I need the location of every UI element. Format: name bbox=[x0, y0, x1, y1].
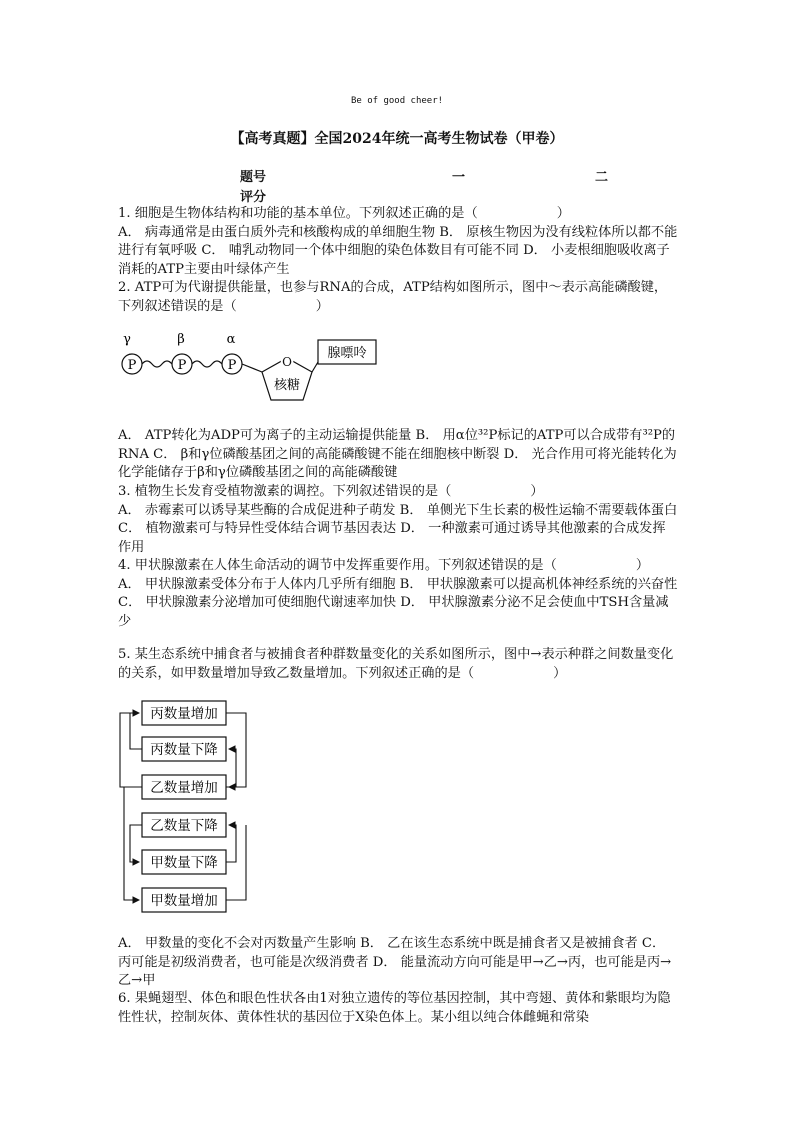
question-1-options: A． 病毒通常是由蛋白质外壳和核酸构成的单细胞生物 B． 原核生物因为没有线粒体所以都不能进行有氧呼吸 C． 哺乳动物同一个体中细胞的染色体数目有可能不同 D． 小麦根细胞吸收离子消耗的ATP主要由叶绿体产生 bbox=[118, 224, 678, 277]
oxygen-label: O bbox=[282, 355, 292, 369]
question-1 bbox=[118, 205, 678, 279]
score-col-two: 二 bbox=[595, 170, 609, 185]
beta-label: β bbox=[177, 332, 185, 347]
arrow-b-up-to-a-up bbox=[124, 787, 142, 900]
gamma-label: γ bbox=[123, 332, 131, 347]
ester-bond bbox=[242, 364, 262, 372]
question-4-stem: 4. 甲状腺激素在人体生命活动的调节中发挥重要作用。下列叙述错误的是（ ） bbox=[118, 558, 650, 573]
adenine-label: 腺嘌呤 bbox=[327, 346, 367, 361]
arrow-c-down-to-c-up bbox=[130, 713, 142, 749]
box-label: 丙数量下降 bbox=[150, 742, 218, 758]
question-5-options: A． 甲数量的变化不会对丙数量产生影响 B． 乙在该生态系统中既是捕食者又是被捕食者 C． 丙可能是初级消费者，也可能是次级消费者 D． 能量流动方向可能是甲→乙→丙，也可能是丙→乙→甲 bbox=[118, 936, 672, 988]
question-1-stem: 1. 细胞是生物体结构和功能的基本单位。下列叙述正确的是（ ） bbox=[118, 206, 570, 221]
phosphate-label: P bbox=[227, 358, 237, 373]
question-3-stem: 3. 植物生长发育受植物激素的调控。下列叙述错误的是（ ） bbox=[118, 484, 544, 499]
question-4-options: A． 甲状腺激素受体分布于人体内几乎所有细胞 B． 甲状腺激素可以提高机体神经系统的兴奋性 C． 甲状腺激素分泌增加可使细胞代谢速率加快 D． 甲状腺激素分泌不足会使血中TSH含量减少 bbox=[118, 576, 678, 629]
question-5-options-block bbox=[118, 935, 678, 991]
question-5-stem: 5. 某生态系统中捕食者与被捕食者种群数量变化的关系如图所示，图中→表示种群之间数量变化的关系，如甲数量增加导致乙数量增加。下列叙述正确的是（ ） bbox=[118, 647, 674, 681]
arrow-a-down-to-b-down bbox=[226, 825, 236, 862]
alpha-label: α bbox=[226, 332, 236, 347]
question-4 bbox=[118, 557, 678, 631]
question-5 bbox=[118, 646, 678, 683]
population-relation-figure bbox=[110, 695, 260, 920]
score-label-grade: 评分 bbox=[240, 190, 267, 205]
box-label: 乙数量增加 bbox=[150, 780, 218, 796]
question-3-options: A． 赤霉素可以诱导某些酶的合成促进种子萌发 B． 单侧光下生长素的极性运输不需要载体蛋白 C． 植物激素可与特异性受体结合调节基因表达 D． 一种激素可通过诱导其他激素的合成发挥作用 bbox=[118, 502, 678, 555]
score-col-one: 一 bbox=[452, 170, 466, 185]
arrow-b-up-left-line bbox=[120, 713, 142, 787]
box-label: 甲数量下降 bbox=[150, 855, 218, 871]
header-note: Be of good cheer! bbox=[350, 96, 444, 106]
question-2 bbox=[118, 279, 678, 316]
phosphate-label: P bbox=[177, 358, 187, 373]
page-title: 【高考真题】全国2024年统一高考生物试卷（甲卷） bbox=[230, 131, 564, 147]
arrow-b-down-to-a-down bbox=[130, 825, 142, 862]
question-2-options: A． ATP转化为ADP可为离子的主动运输提供能量 B． 用α位³²P标记的ATP可以合成带有³²P的RNA C． β和γ位磷酸基团之间的高能磷酸键不能在细胞核中断裂 D． 光合作用可将光能转化为化学能储存于β和γ位磷酸基团之间的高能磷酸键 bbox=[118, 428, 677, 480]
high-energy-bond-1 bbox=[142, 361, 172, 367]
question-2-stem: 2. ATP可为代谢提供能量，也参与RNA的合成，ATP结构如图所示，图中～表示高能磷酸键，下列叙述错误的是（ ） bbox=[118, 280, 668, 314]
high-energy-bond-2 bbox=[192, 361, 222, 367]
question-2-options-block bbox=[118, 427, 678, 483]
glycosidic-bond bbox=[312, 362, 318, 372]
score-label-number: 题号 bbox=[240, 170, 267, 185]
question-6 bbox=[118, 990, 678, 1027]
box-label: 甲数量增加 bbox=[150, 893, 218, 909]
box-label: 丙数量增加 bbox=[150, 706, 218, 722]
question-6-stem: 6. 果蝇翅型、体色和眼色性状各由1对独立遗传的等位基因控制，其中弯翅、黄体和紫眼均为隐性性状，控制灰体、黄体性状的基因位于X染色体上。某小组以纯合体雌蝇和常染 bbox=[118, 991, 671, 1025]
question-3 bbox=[118, 483, 678, 557]
ribose-label: 核糖 bbox=[273, 378, 301, 393]
atp-structure-figure bbox=[115, 328, 385, 408]
phosphate-label: P bbox=[127, 358, 137, 373]
arrow-b-up-to-c-down bbox=[226, 749, 236, 787]
box-label: 乙数量下降 bbox=[150, 818, 218, 834]
